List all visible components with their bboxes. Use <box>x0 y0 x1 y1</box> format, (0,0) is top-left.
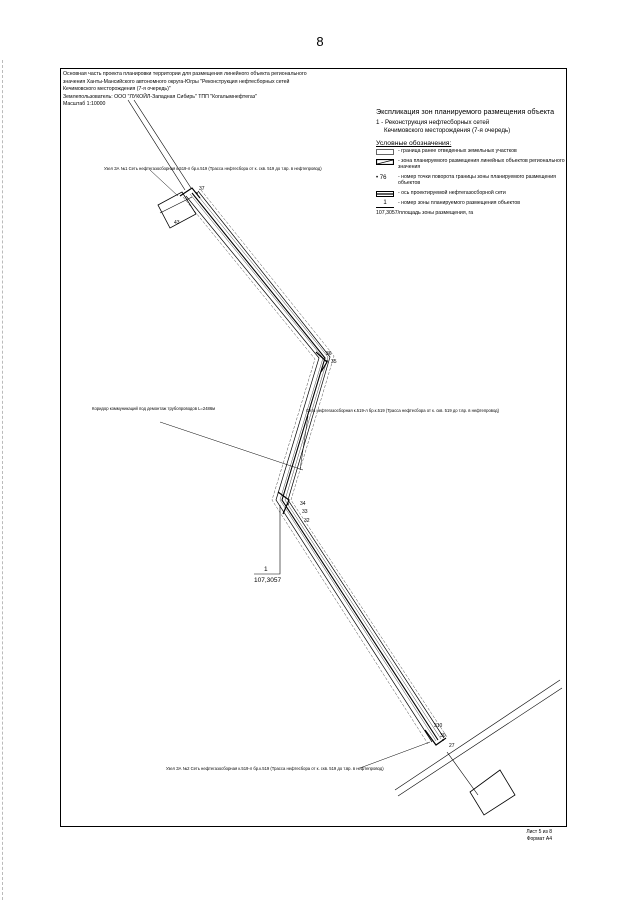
turn-point-marker <box>442 739 444 741</box>
zone-boundary-right <box>198 191 444 738</box>
sheet-number: Лист 5 из 8 <box>526 829 552 835</box>
land-user: Землепользователь: ООО "ЛУКОЙЛ-Западная Сибирь" ТПП "Когалымнефтегаз" <box>63 93 257 100</box>
point-label: 33 <box>302 509 308 515</box>
corridor-leader <box>160 422 303 470</box>
zone-example-area: 107,3057 <box>376 210 398 216</box>
point-label: 32 <box>304 518 310 524</box>
turn-point-marker <box>326 360 328 362</box>
legend-symbol-text: - зона планируемого размещения линейных объектов регионального значения <box>398 158 565 170</box>
point-label: 43 <box>174 220 180 226</box>
title-line: Кечимовского месторождения (7-я очередь)" <box>63 86 171 93</box>
conventions-title: Условные обозначения: <box>376 140 452 147</box>
zone-number-label: 1 <box>264 566 268 573</box>
zone-area-label: /площадь зоны размещения, га <box>397 210 474 216</box>
node2-leader <box>360 742 430 768</box>
legend-symbol-text: - номер точки поворота границы зоны планируемого размещения объектов <box>398 174 556 186</box>
zone-label-leader <box>254 505 280 574</box>
network-leader <box>300 416 308 470</box>
turn-point-symbol-icon: • 76 <box>376 175 387 181</box>
turn-point-marker <box>196 192 198 194</box>
network-label: Сеть нефтегазосборная к.519-л бр.к.519 (Трасса нефтесбора от к. скв. 519 до т.вр. в нефтепровод) <box>306 408 500 413</box>
legend-symbol-text: - номер зоны планируемого размещения объектов <box>398 200 520 206</box>
zone-boundary-left <box>186 196 432 742</box>
existing-road-line <box>134 100 191 188</box>
point-label: 310 <box>434 723 443 729</box>
point-label: 35 <box>331 359 337 365</box>
node1-leader <box>150 170 178 196</box>
point-label: 34 <box>300 501 306 507</box>
pipeline-axis <box>192 193 438 740</box>
legend-title: Экспликация зон планируемого размещения объекта <box>376 107 555 116</box>
point-label: 36 <box>326 351 332 357</box>
map-scale: Масштаб 1:10000 <box>63 101 106 108</box>
corridor-line <box>183 197 428 744</box>
turn-point-marker <box>287 503 289 505</box>
corridor-label: Коридор коммуникаций под демонтаж трубопроводов L=2486м <box>92 406 216 411</box>
point-label: 30 <box>440 733 446 739</box>
title-line: значения Ханты-Мансийского автономного округа-Югры "Реконструкция нефтесборных сетей <box>63 78 290 85</box>
page-number: 8 <box>316 34 324 49</box>
point-example: 76 <box>379 175 387 181</box>
node1-label: Узел ЗА №1 Сеть нефтегазосборная к.519-л бр.к.519 (Трасса нефтесбора от к. скв. 519 до т.вр. в нефтепровод) <box>104 166 322 171</box>
point-label: 27 <box>449 743 455 749</box>
legend-item: 1 - Реконструкция нефтесборных сетей <box>376 119 490 126</box>
node2-connector <box>447 752 478 795</box>
title-line: Основная часть проекта планировки территории для размещения линейного объекта регионального <box>63 71 307 77</box>
legend-symbol-text: - граница ранее отведенных земельных участков <box>398 148 517 154</box>
existing-road-line <box>395 680 560 790</box>
legend-item: Кечимовского месторождения (7-я очередь) <box>384 126 511 134</box>
pipeline-line <box>190 194 436 741</box>
existing-road-line <box>398 688 562 796</box>
corridor-line <box>201 190 447 737</box>
point-label: 37 <box>199 186 205 192</box>
zone-area-value: 107,3057 <box>254 577 282 584</box>
node2-label: Узел ЗА №2 Сеть нефтегазосборная к.519-л бр.к.519 (Трасса нефтесбора от к. скв. 519 до т.вр. в нефтепровод) <box>166 766 384 771</box>
pipeline-line <box>195 192 441 739</box>
zone-example-number: 1 <box>383 200 387 206</box>
node2-pad-outline <box>470 770 515 815</box>
node1-pad-line <box>160 197 192 213</box>
legend-symbol-text: - ось проектируемой нефтегазосборной сети <box>398 190 506 196</box>
paper-format: Формат А4 <box>526 836 552 842</box>
existing-road-line <box>128 100 185 190</box>
sheet-footer <box>526 829 552 843</box>
